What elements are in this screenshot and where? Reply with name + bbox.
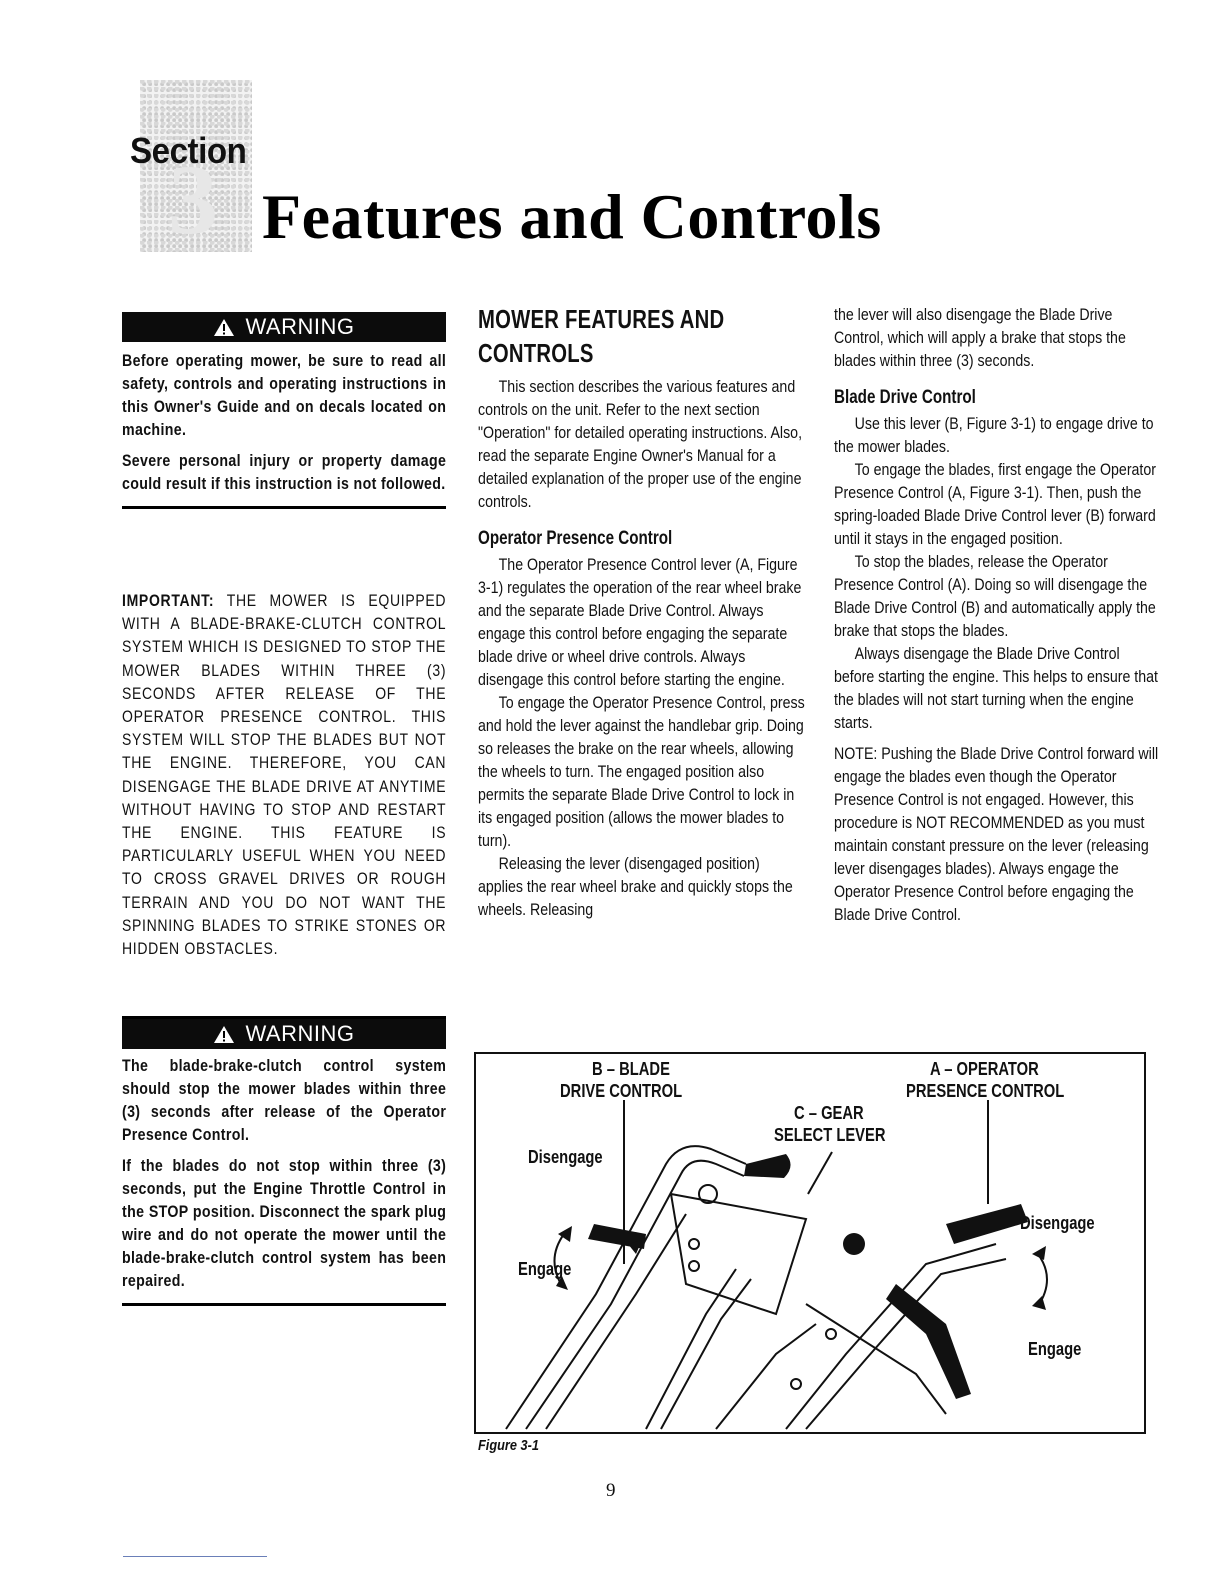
important-text: THE MOWER IS EQUIPPED WITH A BLADE-BRAKE-CLUTCH CONTROL SYSTEM WHICH IS DESIGNED TO STOP THE MOWER BLADES WITHIN THREE (3) SECONDS AFTER RELEASE OF THE OPERATOR PRESENCE CONTROL. THIS SYSTEM WILL STOP THE BLADES BUT NOT THE ENGINE. THEREFORE, YOU CAN DISENGAGE THE BLADE DRIVE AT ANYTIME WITHOUT HAVING TO STOP AND RESTART THE ENGINE. THIS FEATURE IS PARTICULARLY USEFUL WHEN YOU NEED TO CROSS GRAVEL DRIVES OR ROUGH TERRAIN AND YOU DO NOT WANT THE SPINNING BLADES TO STRIKE STONES OR HIDDEN OBSTACLES. xyxy=(122,592,447,959)
right-column xyxy=(834,304,1158,927)
continued-text xyxy=(834,304,1161,373)
warning-triangle-icon xyxy=(213,1025,235,1044)
warning-1-para-1: Before operating mower, be sure to read all safety, controls and operating instructions in this Owner's Guide and on decals located on machine. xyxy=(122,352,447,439)
figure-3-1 xyxy=(474,1052,1146,1434)
warning-1-para-2: Severe personal injury or property damage could result if this instruction is not followed. xyxy=(122,452,447,493)
label-a-line2: PRESENCE CONTROL xyxy=(906,1081,1065,1101)
footer-rule xyxy=(123,1556,267,1557)
warning-banner-label: WARNING xyxy=(245,1021,355,1046)
important-label: IMPORTANT: xyxy=(122,592,215,610)
section-label: Section xyxy=(130,130,247,171)
label-a-line1: A – OPERATOR xyxy=(930,1059,1039,1079)
warning-1-rule xyxy=(122,506,446,509)
section-number: 3 xyxy=(168,144,218,255)
bdc-paragraph: Use this lever (B, Figure 3-1) to engage drive to the mower blades. xyxy=(834,415,1154,456)
warning-triangle-icon xyxy=(213,318,235,337)
label-c-line1: C – GEAR xyxy=(794,1103,864,1123)
left-disengage-label: Disengage xyxy=(528,1147,603,1167)
warning-banner-label: WARNING xyxy=(245,314,355,339)
opc-heading: Operator Presence Control xyxy=(478,528,673,549)
important-notice xyxy=(122,590,446,961)
right-engage-label: Engage xyxy=(1028,1339,1082,1359)
label-c-line2: SELECT LEVER xyxy=(774,1125,886,1145)
warning-banner xyxy=(122,312,446,342)
note-paragraph: NOTE: Pushing the Blade Drive Control forward will engage the blades even though the Operator Presence Control is not engaged. However, this procedure is NOT RECOMMENDED as you must maintain constant pressure on the lever (releasing lever disengages blades). Always engage the Operator Presence Control before engaging the Blade Drive Control. xyxy=(834,745,1159,924)
warning-2-para-2: If the blades do not stop within three (3) seconds, put the Engine Throttle Control in the STOP position. Disconnect the spark plug wire and do not operate the mower until the blade-brake-clutch control system has been repaired. xyxy=(122,1157,447,1290)
bdc-heading: Blade Drive Control xyxy=(834,387,976,408)
bdc-paragraph: Always disengage the Blade Drive Control before starting the engine. This helps to ensure that the blades will not start turning when the engine starts. xyxy=(834,645,1158,732)
right-disengage-label: Disengage xyxy=(1020,1213,1095,1233)
opc-body xyxy=(478,554,805,922)
warning-2-rule xyxy=(122,1303,446,1306)
warning-box-1 xyxy=(122,312,446,509)
figure-caption: Figure 3-1 xyxy=(478,1437,539,1454)
section-heading: MOWER FEATURES AND CONTROLS xyxy=(478,304,725,368)
label-b-line2: DRIVE CONTROL xyxy=(560,1081,683,1101)
middle-column xyxy=(478,302,805,922)
warning-2-para-1: The blade-brake-clutch control system should stop the mower blades within three (3) seconds after release of the Operator Presence Control. xyxy=(122,1057,447,1144)
intro-text xyxy=(478,376,805,514)
left-engage-label: Engage xyxy=(518,1259,572,1279)
opc-paragraph: To engage the Operator Presence Control, press and hold the lever against the handlebar grip. Doing so releases the brake on the rear wheels, allowing the wheels to turn. The engaged position also permits the separate Blade Drive Control to lock in its engaged position (allows the mower blades to turn). xyxy=(478,694,805,850)
intro-paragraph: This section describes the various features and controls on the unit. Refer to the next section "Operation" for detailed operating instructions. Also, read the separate Engine Owner's Manual for a detailed explanation of the proper use of the engine controls. xyxy=(478,378,803,511)
warning-box-2 xyxy=(122,1016,446,1306)
page-number: 9 xyxy=(606,1480,616,1501)
opc-paragraph: Releasing the lever (disengaged position) applies the rear wheel brake and quickly stops the wheels. Releasing xyxy=(478,855,793,919)
label-b-line1: B – BLADE xyxy=(592,1059,670,1079)
bdc-body xyxy=(834,413,1161,927)
opc-paragraph: The Operator Presence Control lever (A, Figure 3-1) regulates the operation of the rear wheel brake and the separate Blade Drive Control. Always engage this control before engaging the separate blade drive or wheel drive controls. Always disengage this control before starting the engine. xyxy=(478,556,802,689)
bdc-paragraph: To stop the blades, release the Operator Presence Control (A). Doing so will disengage the Blade Drive Control (B) and automatically apply the brake that stops the blades. xyxy=(834,553,1156,640)
bdc-paragraph: To engage the blades, first engage the Operator Presence Control (A, Figure 3-1). Then, push the spring-loaded Blade Drive Control lever (B) forward until it stays in the engaged position. xyxy=(834,461,1157,548)
warning-banner-2 xyxy=(122,1019,446,1049)
page-title: Features and Controls xyxy=(262,181,882,252)
continued-paragraph: the lever will also disengage the Blade Drive Control, which will apply a brake that stops the blades within three (3) seconds. xyxy=(834,306,1126,370)
